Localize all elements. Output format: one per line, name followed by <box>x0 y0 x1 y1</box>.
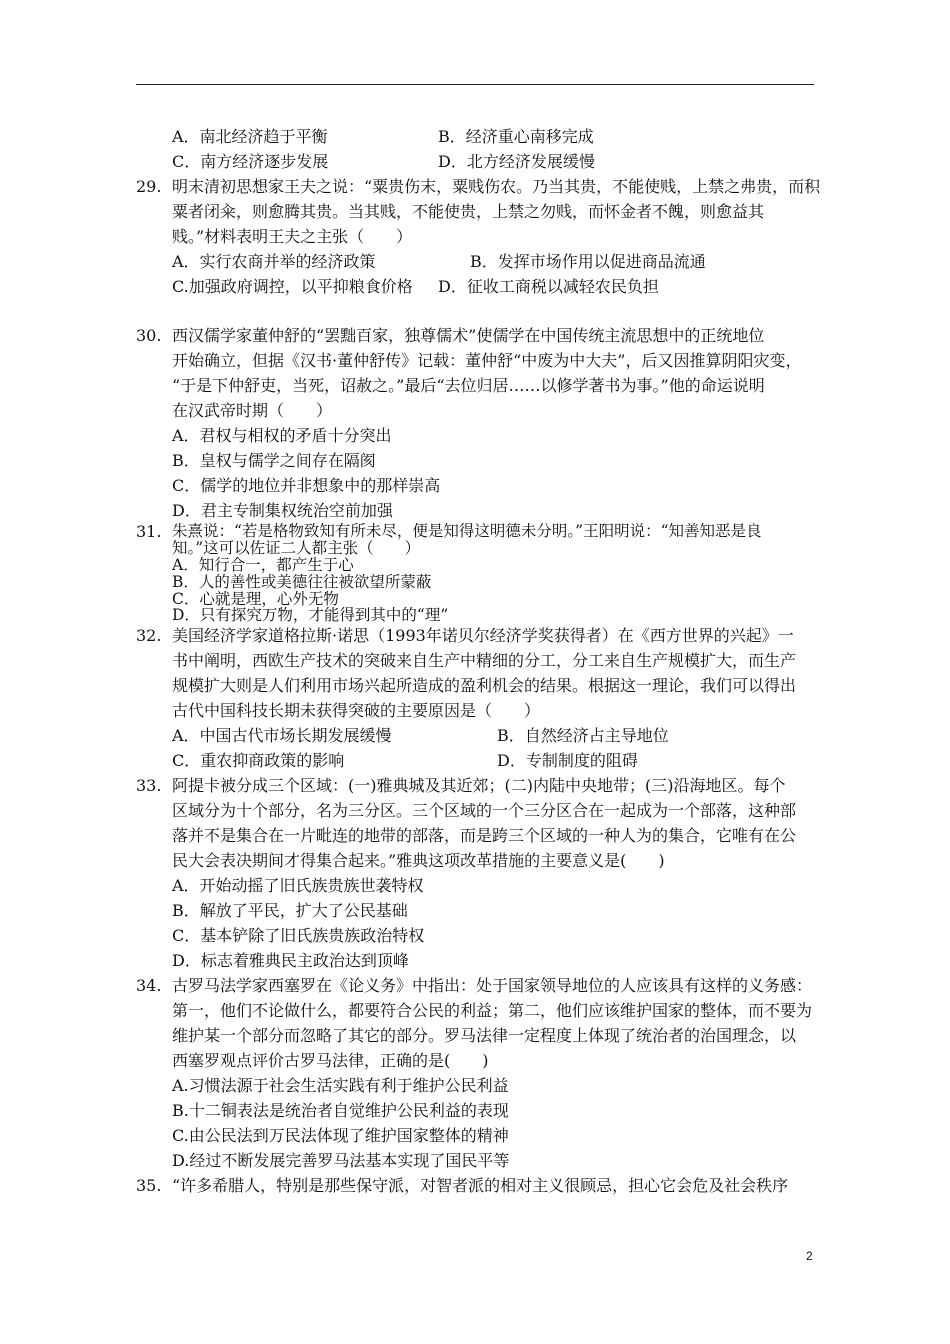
q33-stem-line: 落并不是集合在一片毗连的地带的部落，而是跨三个区域的一种人为的集合，它唯有在公 <box>172 826 797 845</box>
q29-option-c: C.加强政府调控，以平抑粮食价格 <box>172 277 413 296</box>
q34-option-a: A.习惯法源于社会生活实践有利于维护公民利益 <box>172 1076 509 1095</box>
q29-number: 29. <box>136 177 162 196</box>
q31-option-b: B．人的善性或美德往往被欲望所蒙蔽 <box>172 573 432 591</box>
q32-stem-line: 美国经济学家道格拉斯·诺思（1993年诺贝尔经济学奖获得者）在《西方世界的兴起》一 <box>172 626 794 645</box>
page-number: 2 <box>806 1249 813 1263</box>
q33-option-c: C．基本铲除了旧氏族贵族政治特权 <box>172 926 425 945</box>
q33-number: 33. <box>136 776 162 795</box>
q32-option-d: D．专制制度的阻碍 <box>497 751 638 770</box>
header-rule <box>136 84 814 85</box>
q34-stem-line: 维护某一个部分而忽略了其它的部分。罗马法律一定程度上体现了统治者的治国理念，以 <box>172 1026 797 1045</box>
q33-stem-line: 民大会表决期间才得集合起来。”雅典这项改革措施的主要意义是( ) <box>172 851 665 870</box>
q31-stem-line: 朱熹说：“若是格物致知有所未尽，便是知得这明德未分明。”王阳明说：“知善知恶是良 <box>172 522 762 540</box>
q35-stem-line: “许多希腊人，特别是那些保守派，对智者派的相对主义很顾忌，担心它会危及社会秩序 <box>172 1176 789 1195</box>
q32-stem-line: 规模扩大则是人们利用市场兴起所造成的盈利机会的结果。根据这一理论，我们可以得出 <box>172 676 797 695</box>
q29-stem-line: 贱。”材料表明王夫之主张（ ） <box>172 227 413 246</box>
q30-option-b: B．皇权与儒学之间存在隔阂 <box>172 451 376 470</box>
q31-option-c: C．心就是理，心外无物 <box>172 590 339 608</box>
q32-number: 32. <box>136 626 162 645</box>
q34-stem-line: 古罗马法学家西塞罗在《论义务》中指出：处于国家领导地位的人应该具有这样的义务感： <box>172 976 813 995</box>
q35-number: 35. <box>136 1176 162 1195</box>
q33-option-a: A．开始动摇了旧氏族贵族世袭特权 <box>172 876 424 895</box>
q28-option-a: A．南北经济趋于平衡 <box>172 127 328 146</box>
q28-option-d: D．北方经济发展缓慢 <box>438 152 595 171</box>
q30-stem-line: 西汉儒学家董仲舒的“罢黜百家，独尊儒术”使儒学在中国传统主流思想中的正统地位 <box>172 326 765 345</box>
q34-stem-line: 第一，他们不论做什么，都要符合公民的利益；第二，他们应该维护国家的整体，而不要为 <box>172 1001 813 1020</box>
q31-stem-line: 知。”这可以佐证二人都主张（ ） <box>172 539 421 557</box>
q33-option-d: D．标志着雅典民主政治达到顶峰 <box>172 951 409 970</box>
q29-option-a: A．实行农商并举的经济政策 <box>172 252 376 271</box>
q32-stem-line: 书中阐明，西欧生产技术的突破来自生产中精细的分工，分工来自生产规模扩大，而生产 <box>172 651 797 670</box>
q31-number: 31. <box>136 522 162 541</box>
q32-stem-line: 古代中国科技长期未获得突破的主要原因是（ ） <box>172 701 541 720</box>
q33-option-b: B．解放了平民，扩大了公民基础 <box>172 901 408 920</box>
q32-option-b: B．自然经济占主导地位 <box>497 726 669 745</box>
q28-option-b: B．经济重心南移完成 <box>438 127 594 146</box>
q34-number: 34. <box>136 976 162 995</box>
q33-stem-line: 阿提卡被分成三个区域：(一)雅典城及其近郊；(二)内陆中央地带；(三)沿海地区。每个 <box>172 776 786 795</box>
q34-stem-line: 西塞罗观点评价古罗马法律，正确的是( ) <box>172 1051 489 1070</box>
q29-stem-line: 粟者闭籴，则愈腾其贵。当其贱，不能使贵，上禁之勿贱，而怀金者不餽，则愈益其 <box>172 202 765 221</box>
q32-option-c: C．重农抑商政策的影响 <box>172 751 345 770</box>
q34-option-d: D.经过不断发展完善罗马法基本实现了国民平等 <box>172 1151 510 1170</box>
q34-option-b: B.十二铜表法是统治者自觉维护公民利益的表现 <box>172 1101 509 1120</box>
q30-stem-line: “于是下仲舒吏，当死，诏赦之。”最后“去位归居……以修学著书为事。”他的命运说明 <box>172 376 765 395</box>
q30-option-c: C．儒学的地位并非想象中的那样崇高 <box>172 476 441 495</box>
q30-number: 30. <box>136 326 162 345</box>
q29-stem-line: 明末清初思想家王夫之说：“粟贵伤末，粟贱伤农。乃当其贵，不能使贱，上禁之弗贵，而积 <box>172 177 821 196</box>
q32-option-a: A．中国古代市场长期发展缓慢 <box>172 726 392 745</box>
q34-option-c: C.由公民法到万民法体现了维护国家整体的精神 <box>172 1126 509 1145</box>
q29-option-d: D．征收工商税以减轻农民负担 <box>438 277 659 296</box>
q31-option-a: A．知行合一，都产生于心 <box>172 556 354 574</box>
q30-stem-line: 在汉武帝时期（ ） <box>172 401 333 420</box>
q30-stem-line: 开始确立，但据《汉书·董仲舒传》记载：董仲舒“中废为中大夫”，后又因推算阴阳灾变， <box>172 351 802 370</box>
q30-option-d: D．君主专制集权统治空前加强 <box>172 501 393 520</box>
q28-option-c: C．南方经济逐步发展 <box>172 152 329 171</box>
q30-option-a: A．君权与相权的矛盾十分突出 <box>172 426 392 445</box>
q29-option-b: B．发挥市场作用以促进商品流通 <box>470 252 706 271</box>
q33-stem-line: 区域分为十个部分，名为三分区。三个区域的一个三分区合在一起成为一个部落，这种部 <box>172 801 797 820</box>
q31-option-d: D．只有探究万物，才能得到其中的“理” <box>172 606 449 624</box>
